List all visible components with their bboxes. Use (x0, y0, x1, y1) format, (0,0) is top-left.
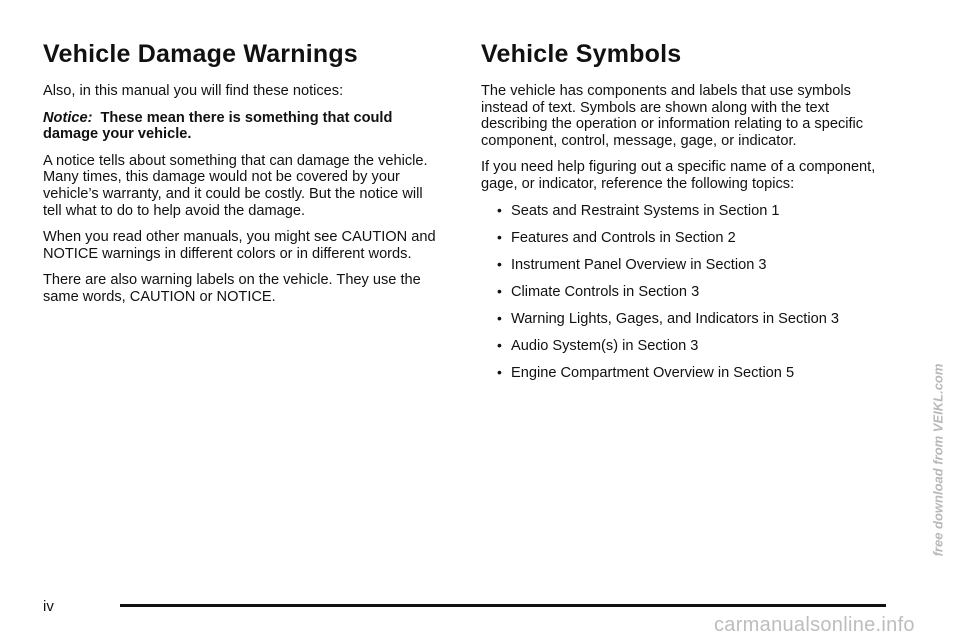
bullet-icon: • (497, 228, 502, 245)
other-manuals-paragraph: When you read other manuals, you might see CAUTION and NOTICE warnings in different colors or in different words. (43, 229, 436, 262)
topic-text: Seats and Restraint Systems in Section 1 (511, 202, 780, 219)
warning-labels-paragraph: There are also warning labels on the vehicle. They use the same words, CAUTION or NOTICE. (43, 272, 421, 305)
right-column (481, 40, 891, 392)
topic-text: Engine Compartment Overview in Section 5 (511, 365, 795, 382)
topic-text: Audio System(s) in Section 3 (511, 338, 699, 355)
list-item (497, 203, 891, 220)
topic-text: Features and Controls in Section 2 (511, 229, 736, 246)
topics-list (481, 203, 891, 382)
symbols-intro-paragraph: The vehicle has components and labels that use symbols instead of text. Symbols are shown along with the text describing the operation or information relating to a specific component, control, message, gage, or indicator. (481, 83, 864, 149)
notice-label: Notice: (43, 109, 93, 126)
topic-text: Climate Controls in Section 3 (511, 283, 700, 300)
side-watermark (918, 340, 958, 580)
notice-explanation-paragraph: A notice tells about something that can damage the vehicle. Many times, this damage would not be covered by your vehicle’s warranty, and it could be costly. But the notice will tell what to do to help avoid the damage. (43, 152, 428, 219)
list-item (497, 284, 891, 301)
intro-paragraph: Also, in this manual you will find these notices: (43, 83, 344, 99)
list-item (497, 365, 891, 382)
page-number: iv (43, 598, 54, 615)
bullet-icon: • (497, 255, 502, 272)
list-item (497, 311, 891, 328)
section-title-vehicle-symbols: Vehicle Symbols (481, 40, 682, 68)
bullet-icon: • (497, 364, 502, 381)
list-item (497, 338, 891, 355)
topic-text: Instrument Panel Overview in Section 3 (511, 256, 767, 273)
footer-rule (120, 604, 886, 607)
notice-text: These mean there is something that could damage your vehicle. (43, 109, 393, 143)
notice-paragraph (43, 110, 443, 143)
list-item (497, 230, 891, 247)
list-item (497, 257, 891, 274)
left-column (43, 40, 443, 316)
bullet-icon: • (497, 282, 502, 299)
bullet-icon: • (497, 201, 502, 218)
bullet-icon: • (497, 337, 502, 354)
section-title-damage-warnings: Vehicle Damage Warnings (43, 40, 358, 68)
reference-paragraph: If you need help figuring out a specific name of a component, gage, or indicator, reference the following topics: (481, 159, 876, 192)
bullet-icon: • (497, 309, 502, 326)
side-watermark-text: free download from VEIKL.com (930, 363, 946, 557)
bottom-watermark: carmanualsonline.info (714, 614, 915, 636)
topic-text: Warning Lights, Gages, and Indicators in Section 3 (511, 310, 840, 327)
